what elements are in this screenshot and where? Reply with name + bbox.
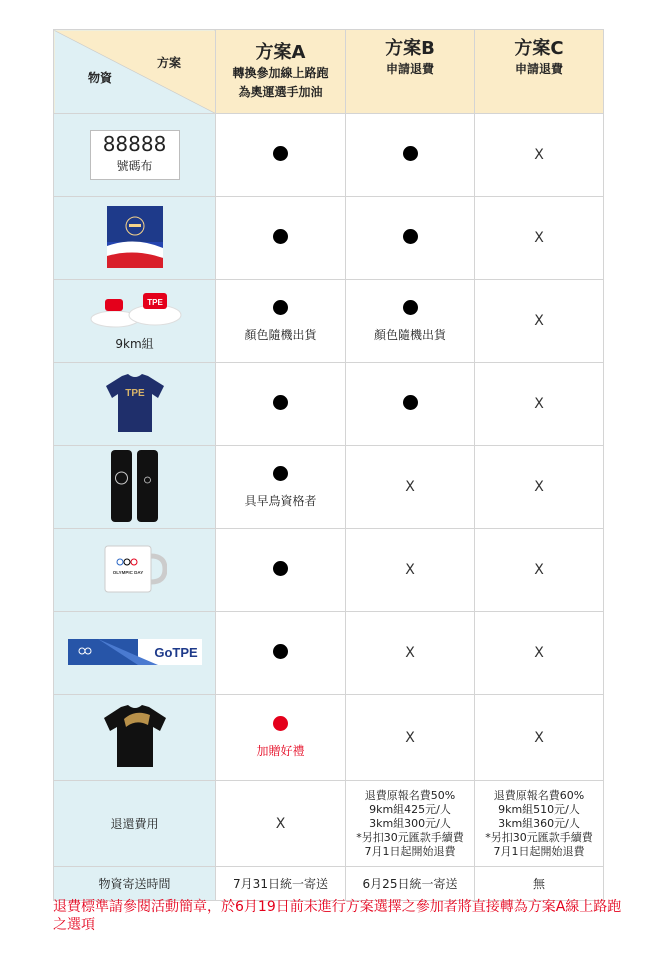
refund-c-line: *另扣30元匯款手續費 <box>485 830 593 844</box>
black-tshirt-image <box>102 703 168 769</box>
shipping-c: 無 <box>475 867 604 901</box>
header-row <box>54 30 604 114</box>
table-row <box>54 612 604 695</box>
item-navy-tshirt <box>54 363 216 446</box>
corner-plan-label: 方案 <box>156 56 181 70</box>
plan-b-title: 方案B <box>385 38 435 59</box>
plan-c-sub: 申請退費 <box>514 62 563 76</box>
plan-b-header <box>346 30 475 114</box>
item-bib <box>54 114 216 197</box>
cell-c <box>475 446 604 529</box>
cell-b <box>346 695 475 781</box>
cell-b <box>346 446 475 529</box>
included-dot-icon <box>273 300 288 315</box>
shipping-b: 6月25日統一寄送 <box>346 867 475 901</box>
plan-a-sub-2: 為奧運選手加油 <box>238 84 323 99</box>
cell-b <box>346 197 475 280</box>
table-row <box>54 446 604 529</box>
plan-a-sub-1: 轉換參加線上路跑 <box>232 65 329 80</box>
cell-a <box>216 612 346 695</box>
shipping-label: 物資寄送時間 <box>54 867 216 901</box>
refund-c-line: 3km組360元/人 <box>498 816 580 830</box>
cell-b <box>346 612 475 695</box>
bib-number: 88888 <box>102 132 167 156</box>
cell-b <box>346 363 475 446</box>
shipping-a: 7月31日統一寄送 <box>216 867 346 901</box>
item-mug <box>54 529 216 612</box>
refund-label: 退還費用 <box>54 781 216 867</box>
cell-c <box>475 363 604 446</box>
item-medal <box>54 280 216 363</box>
item-medal-box <box>54 197 216 280</box>
cell-a <box>216 446 346 529</box>
included-dot-icon <box>403 229 418 244</box>
excluded-mark: X <box>405 479 415 495</box>
refund-b <box>346 781 475 867</box>
refund-b-line: *另扣30元匯款手續費 <box>356 830 464 844</box>
cell-note: 顏色隨機出貨 <box>244 327 317 342</box>
refund-b-line: 7月1日起開始退費 <box>364 844 456 858</box>
item-medal-label: 9km組 <box>115 336 154 351</box>
cell-c <box>475 612 604 695</box>
excluded-mark: X <box>405 729 415 746</box>
cell-a <box>216 363 346 446</box>
plan-a-header <box>216 30 346 114</box>
bib-text: 號碼布 <box>116 159 153 173</box>
refund-c-line: 9km組510元/人 <box>498 802 580 816</box>
plan-c-header <box>475 30 604 114</box>
refund-b-line: 退費原報名費50% <box>364 788 456 802</box>
refund-c-line: 7月1日起開始退費 <box>493 844 585 858</box>
navy-tshirt-image <box>104 372 166 434</box>
refund-a <box>216 781 346 867</box>
plan-a-title: 方案A <box>255 41 306 63</box>
tumblers-image <box>109 448 161 524</box>
cell-a <box>216 197 346 280</box>
navy-tshirt-text: TPE <box>124 387 145 399</box>
excluded-mark: X <box>534 147 544 163</box>
table-row <box>54 114 604 197</box>
excluded-mark: X <box>534 729 544 746</box>
footnote: 退費標準請參閱活動簡章，於6月19日前未進行方案選擇之參加者將直接轉為方案A線上路跑之選項 <box>53 899 622 933</box>
item-black-tshirt <box>54 695 216 781</box>
excluded-mark: X <box>275 815 286 832</box>
cell-a <box>216 114 346 197</box>
table-row <box>54 695 604 781</box>
refund-c-line: 退費原報名費60% <box>493 788 585 802</box>
cell-note: 顏色隨機出貨 <box>373 327 446 342</box>
excluded-mark: X <box>534 645 544 661</box>
included-dot-icon <box>273 395 288 410</box>
excluded-mark: X <box>534 396 544 412</box>
excluded-mark: X <box>534 479 544 495</box>
cell-c <box>475 695 604 781</box>
cell-note-bonus: 加贈好禮 <box>256 744 305 758</box>
refund-b-line: 9km組425元/人 <box>369 802 451 816</box>
cell-b <box>346 114 475 197</box>
table-row <box>54 529 604 612</box>
cell-a <box>216 695 346 781</box>
towel-image <box>68 639 202 665</box>
corner-item-label: 物資 <box>88 71 113 85</box>
cell-c <box>475 197 604 280</box>
cell-a <box>216 529 346 612</box>
cell-b <box>346 280 475 363</box>
excluded-mark: X <box>534 230 544 246</box>
mug-image <box>103 544 167 594</box>
table-row <box>54 280 604 363</box>
included-dot-icon <box>273 229 288 244</box>
cell-a <box>216 280 346 363</box>
excluded-mark: X <box>405 562 415 578</box>
table-row <box>54 363 604 446</box>
plan-c-title: 方案C <box>514 38 564 59</box>
item-towel <box>54 612 216 695</box>
bib-image <box>90 130 180 180</box>
mug-text: OLYMPIC DAY <box>112 569 143 575</box>
cell-note: 具早鳥資格者 <box>244 493 317 508</box>
item-tumblers <box>54 446 216 529</box>
excluded-mark: X <box>405 645 415 661</box>
cell-c <box>475 529 604 612</box>
cell-c <box>475 280 604 363</box>
towel-text: GoTPE <box>153 644 198 660</box>
excluded-mark: X <box>534 562 544 578</box>
medal-text: TPE <box>146 297 163 307</box>
included-dot-icon <box>273 466 288 481</box>
medal-box-image <box>107 206 163 268</box>
cell-c <box>475 114 604 197</box>
medal-image <box>87 291 183 331</box>
plan-comparison-table <box>53 29 604 901</box>
included-dot-icon <box>403 395 418 410</box>
refund-c <box>475 781 604 867</box>
refund-b-line: 3km組300元/人 <box>369 816 451 830</box>
table-row <box>54 197 604 280</box>
shipping-row <box>54 867 604 901</box>
cell-b <box>346 529 475 612</box>
included-dot-icon <box>273 644 288 659</box>
refund-row <box>54 781 604 867</box>
corner-cell <box>54 30 216 114</box>
bonus-dot-icon <box>273 716 288 731</box>
excluded-mark: X <box>534 313 544 329</box>
plan-b-sub: 申請退費 <box>385 62 434 76</box>
included-dot-icon <box>403 146 418 161</box>
included-dot-icon <box>273 146 288 161</box>
included-dot-icon <box>403 300 418 315</box>
included-dot-icon <box>273 561 288 576</box>
